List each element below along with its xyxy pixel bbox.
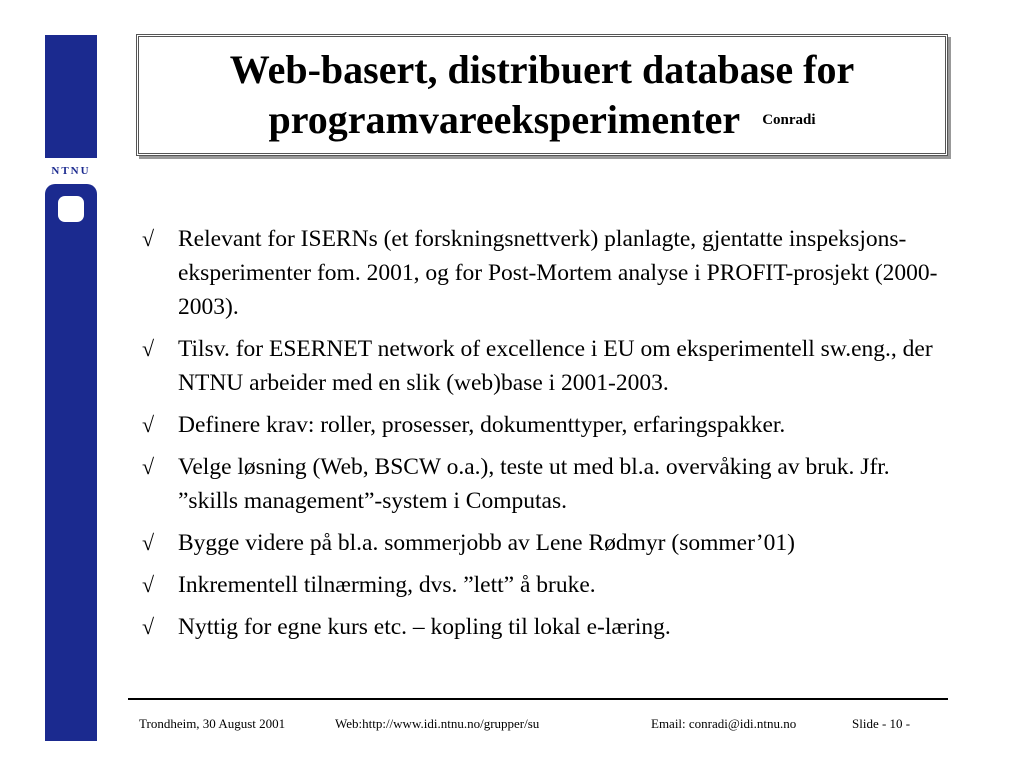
ntnu-logo-text: NTNU [51, 165, 91, 177]
bullet-text: Nyttig for egne kurs etc. – kopling til lokal e-læring. [178, 614, 671, 640]
bullet-item [140, 450, 940, 518]
checkmark-icon: √ [142, 454, 155, 479]
bullet-text: Bygge videre på bl.a. sommerjobb av Lene Rødmyr (sommer’01) [178, 530, 795, 556]
bullet-item [140, 526, 940, 560]
footer-divider [128, 698, 948, 700]
checkmark-icon: √ [142, 226, 155, 251]
checkmark-icon: √ [142, 336, 155, 361]
checkmark-icon: √ [142, 614, 155, 639]
footer-web: Web:http://www.idi.ntnu.no/grupper/su [335, 716, 540, 731]
title-box [136, 34, 948, 156]
checkmark-icon: √ [142, 572, 155, 597]
bullet-item [140, 568, 940, 602]
ntnu-sidebar-bottom [45, 234, 97, 741]
bullet-text: Tilsv. for ESERNET network of excellence i EU om eksperimentell sw.eng., der NTNU arbeider med en slik (web)base i 2001-2003. [178, 336, 933, 396]
title-author: Conradi [762, 112, 816, 128]
bullet-text: Inkrementell tilnærming, dvs. ”lett” å bruke. [178, 572, 596, 598]
title-line-1: Web-basert, distribuert database for [229, 47, 855, 92]
checkmark-icon: √ [142, 412, 155, 437]
bullet-text: Velge løsning (Web, BSCW o.a.), teste ut med bl.a. overvåking av bruk. Jfr. ”skills management”-system i Computas. [178, 454, 890, 514]
footer-place-date: Trondheim, 30 August 2001 [139, 716, 286, 731]
footer-slide-number: Slide - 10 - [852, 716, 911, 731]
slide-title [230, 45, 854, 145]
bullet-list [140, 222, 940, 652]
ntnu-logo-icon [45, 184, 97, 234]
bullet-item [140, 610, 940, 644]
bullet-item [140, 222, 940, 324]
bullet-text: Definere krav: roller, prosesser, dokumenttyper, erfaringspakker. [178, 412, 786, 438]
bullet-item [140, 332, 940, 400]
title-line-2: programvareeksperimenter [268, 97, 741, 142]
bullet-text: Relevant for ISERNs (et forskningsnettverk) planlagte, gjentatte inspeksjons-eksperimenter fom. 2001, og for Post-Mortem analyse i PROFIT-prosjekt (2000-2003). [178, 226, 938, 320]
bullet-item [140, 408, 940, 442]
ntnu-sidebar-top [45, 35, 97, 158]
checkmark-icon: √ [142, 530, 155, 555]
footer-email: Email: conradi@idi.ntnu.no [651, 716, 797, 731]
